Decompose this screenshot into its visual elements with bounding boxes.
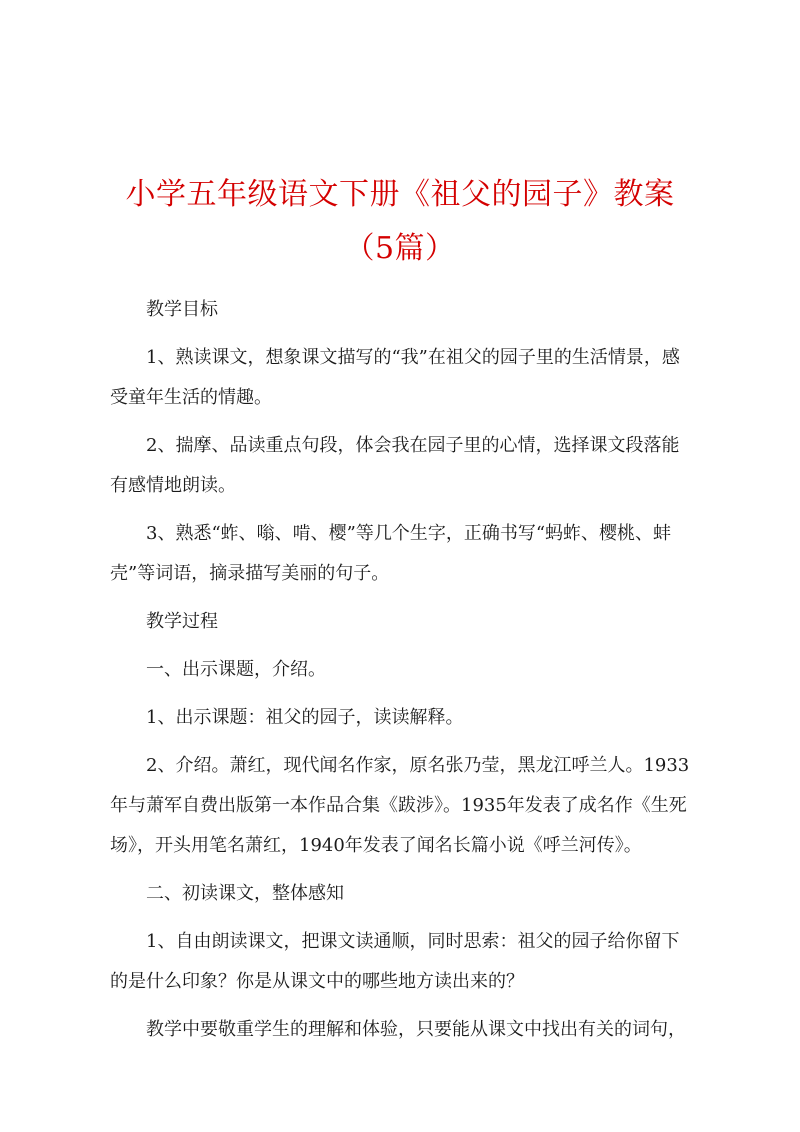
- section-heading-teaching-process: 教学过程: [146, 611, 218, 632]
- process-step-heading-1: 一、出示课题，介绍。: [146, 659, 326, 680]
- section-heading-teaching-goals: 教学目标: [146, 299, 218, 320]
- goal-paragraph-2: 2、揣摩、品读重点句段，体会我在园子里的心情，选择课文段落能有感情地朗读。: [110, 435, 680, 496]
- document-title: 小学五年级语文下册《祖父的园子》教案（5篇）: [125, 177, 675, 266]
- process-paragraph-4: 教学中要敬重学生的理解和体验，只要能从课文中找出有关的词句，: [146, 1019, 686, 1040]
- document-body: [110, 290, 690, 1058]
- goal-paragraph-1: 1、熟读课文，想象课文描写的“我”在祖父的园子里的生活情景，感受童年生活的情趣。: [110, 347, 680, 408]
- process-paragraph-3: 1、自由朗读课文，把课文读通顺，同时思索：祖父的园子给你留下的是什么印象？你是从课文中的哪些地方读出来的？: [110, 931, 680, 992]
- process-paragraph-2: 2、介绍。萧红，现代闻名作家，原名张乃莹，黑龙江呼兰人。1933年与萧军自费出版第一本作品合集《跋涉》。1935年发表了成名作《生死场》，开头用笔名萧红，1940年发表了闻名长篇小说《呼兰河传》。: [110, 755, 690, 856]
- process-paragraph-1: 1、出示课题：祖父的园子，读读解释。: [146, 707, 464, 728]
- goal-paragraph-3: 3、熟悉“蚱、嗡、啃、樱”等几个生字，正确书写“蚂蚱、樱桃、蚌壳”等词语，摘录描写美丽的句子。: [110, 523, 672, 584]
- process-step-heading-2: 二、初读课文，整体感知: [146, 883, 344, 904]
